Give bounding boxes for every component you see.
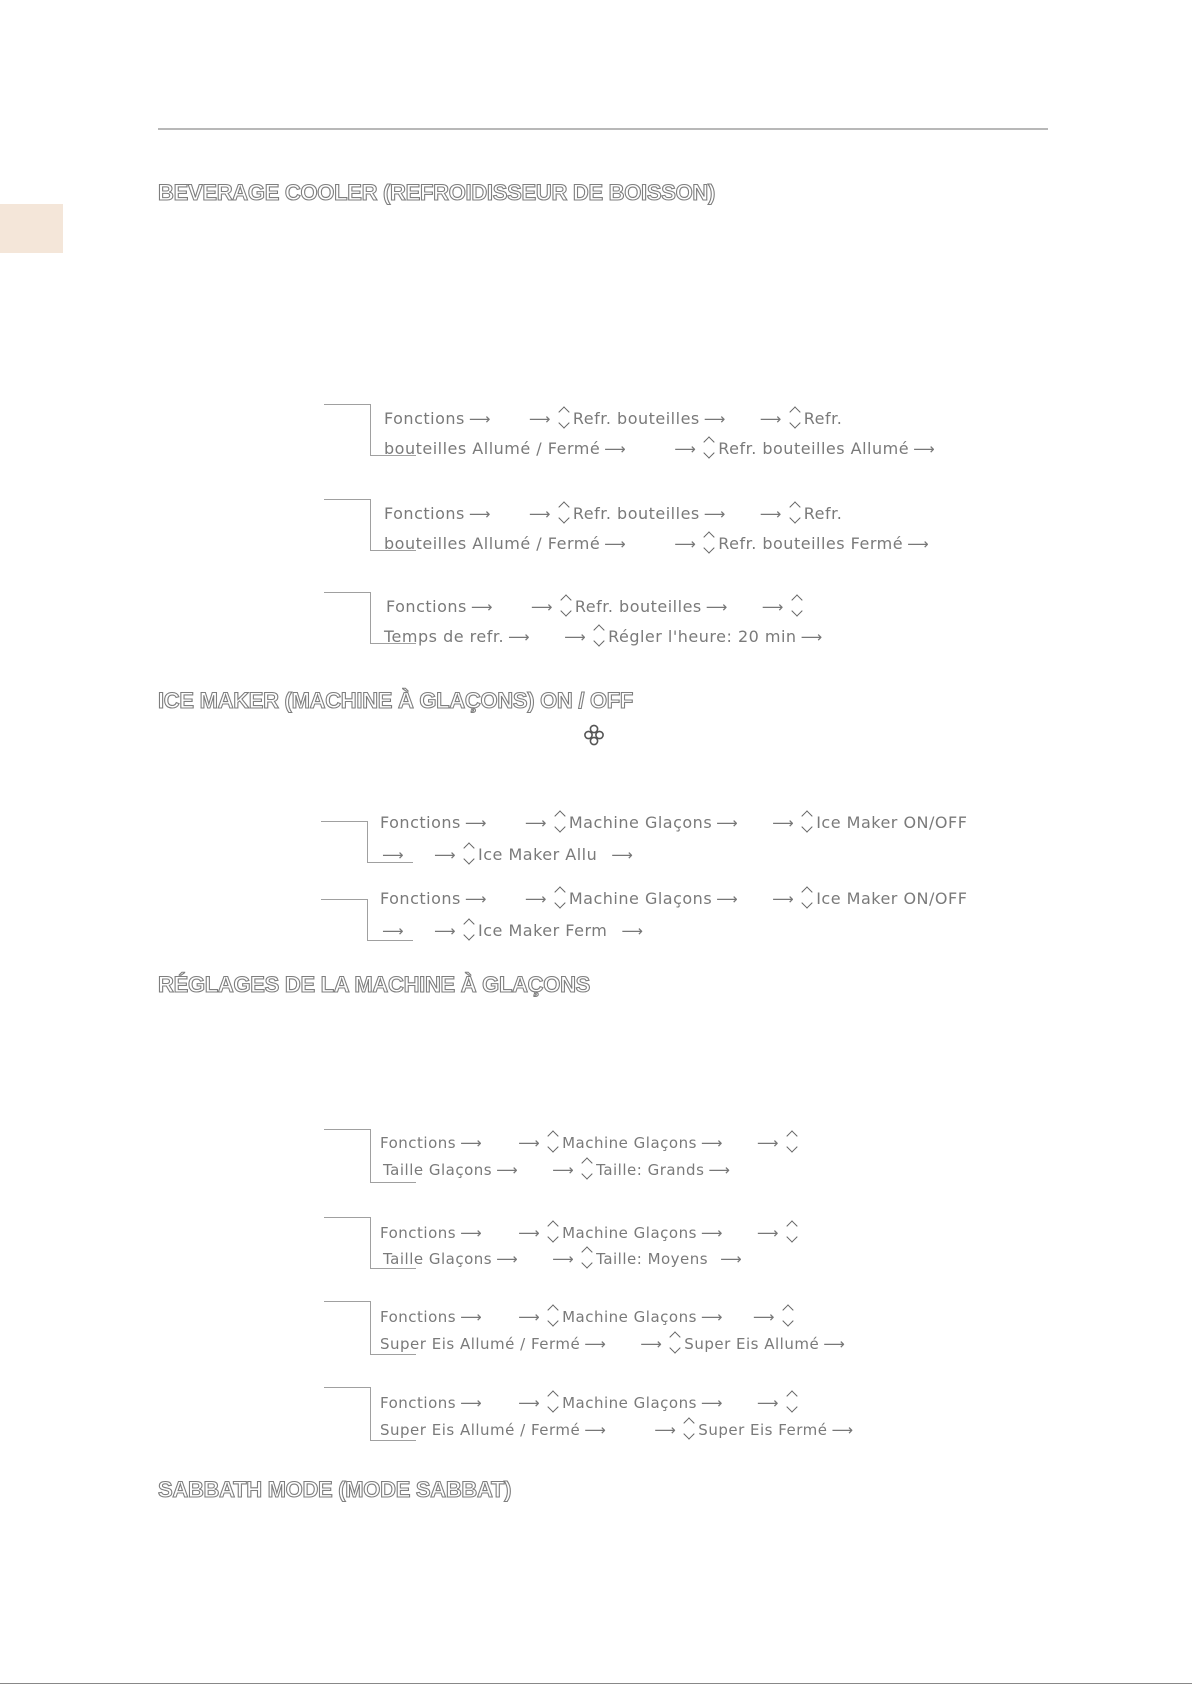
- right-arrow-icon: ⟶: [700, 1394, 723, 1412]
- right-arrow-icon: ⟶: [584, 1335, 607, 1353]
- up-down-chevron-icon: [558, 404, 570, 432]
- step-text: Fonctions: [380, 813, 461, 832]
- right-arrow-icon: ⟶: [468, 505, 491, 523]
- right-arrow-icon: ⟶: [564, 628, 587, 646]
- right-arrow-icon: ⟶: [756, 1134, 779, 1152]
- right-arrow-icon: ⟶: [700, 1134, 723, 1152]
- up-down-chevron-icon: [801, 808, 813, 836]
- up-down-chevron-icon: [786, 1218, 798, 1246]
- right-arrow-icon: ⟶: [772, 814, 795, 832]
- right-arrow-icon: ⟶: [720, 1250, 743, 1268]
- step-text: Ice Maker ON/OFF: [816, 889, 968, 908]
- right-arrow-icon: ⟶: [756, 1224, 779, 1242]
- right-arrow-icon: ⟶: [584, 1421, 607, 1439]
- right-arrow-icon: ⟶: [460, 1134, 483, 1152]
- right-arrow-icon: ⟶: [434, 846, 457, 864]
- step-text: Machine Glaçons: [562, 1134, 697, 1152]
- step-text: bouteilles Allumé / Fermé: [384, 534, 601, 553]
- right-arrow-icon: ⟶: [654, 1421, 677, 1439]
- up-down-chevron-icon: [547, 1302, 559, 1330]
- step-line: [384, 529, 933, 557]
- right-arrow-icon: ⟶: [621, 922, 644, 940]
- step-text: Super Eis Allumé / Fermé: [380, 1335, 581, 1353]
- step-line: [384, 499, 842, 527]
- right-arrow-icon: ⟶: [752, 1308, 775, 1326]
- right-arrow-icon: ⟶: [460, 1308, 483, 1326]
- step-text: Taille: Moyens: [596, 1250, 709, 1268]
- right-arrow-icon: ⟶: [382, 922, 405, 940]
- right-arrow-icon: ⟶: [640, 1335, 663, 1353]
- right-arrow-icon: ⟶: [518, 1308, 541, 1326]
- step-text: Machine Glaçons: [562, 1394, 697, 1412]
- up-down-chevron-icon: [581, 1244, 593, 1272]
- right-arrow-icon: ⟶: [761, 598, 784, 616]
- up-down-chevron-icon: [703, 529, 715, 557]
- step-text: bouteilles Allumé / Fermé: [384, 439, 601, 458]
- right-arrow-icon: ⟶: [703, 505, 726, 523]
- ice-cubes-icon: [583, 724, 605, 746]
- step-text: Fonctions: [380, 1394, 457, 1412]
- step-line: [383, 1155, 734, 1183]
- heading-reglages-machine-glacons: RÉGLAGES DE LA MACHINE À GLAÇONS: [158, 972, 591, 997]
- right-arrow-icon: ⟶: [831, 1421, 854, 1439]
- step-line: [378, 916, 647, 944]
- up-down-chevron-icon: [683, 1415, 695, 1443]
- right-arrow-icon: ⟶: [703, 410, 726, 428]
- right-arrow-icon: ⟶: [907, 535, 930, 553]
- right-arrow-icon: ⟶: [496, 1161, 519, 1179]
- right-arrow-icon: ⟶: [604, 440, 627, 458]
- step-text: Taille Glaçons: [383, 1250, 493, 1268]
- step-text: Régler l'heure: 20 min: [608, 627, 797, 646]
- up-down-chevron-icon: [547, 1218, 559, 1246]
- step-line: [384, 434, 939, 462]
- right-arrow-icon: ⟶: [705, 598, 728, 616]
- right-arrow-icon: ⟶: [674, 440, 697, 458]
- right-arrow-icon: ⟶: [518, 1134, 541, 1152]
- right-arrow-icon: ⟶: [759, 410, 782, 428]
- up-down-chevron-icon: [547, 1388, 559, 1416]
- right-arrow-icon: ⟶: [518, 1394, 541, 1412]
- step-text: Machine Glaçons: [568, 889, 713, 908]
- step-line: [380, 1218, 801, 1246]
- step-text: Ice Maker ON/OFF: [816, 813, 968, 832]
- step-text: Ice Maker Ferm: [478, 921, 608, 940]
- heading-sabbath-mode: SABBATH MODE (MODE SABBAT): [158, 1477, 512, 1502]
- up-down-chevron-icon: [560, 592, 572, 620]
- right-arrow-icon: ⟶: [716, 890, 739, 908]
- right-arrow-icon: ⟶: [508, 628, 531, 646]
- step-text: Fonctions: [386, 597, 467, 616]
- step-text: Fonctions: [380, 1308, 457, 1326]
- right-arrow-icon: ⟶: [823, 1335, 846, 1353]
- step-text: Super Eis Allumé: [684, 1335, 820, 1353]
- step-line: [380, 1302, 797, 1330]
- step-text: Refr. bouteilles: [572, 504, 700, 523]
- right-arrow-icon: ⟶: [528, 410, 551, 428]
- up-down-chevron-icon: [581, 1155, 593, 1183]
- bottom-divider: [0, 1683, 1192, 1684]
- step-text: Super Eis Allumé / Fermé: [380, 1421, 581, 1439]
- up-down-chevron-icon: [801, 884, 813, 912]
- step-text: Refr. bouteilles Allumé: [718, 439, 910, 458]
- step-text: Refr.: [803, 504, 843, 523]
- step-line: [383, 1244, 746, 1272]
- step-line: [386, 592, 806, 620]
- step-text: Refr.: [803, 409, 843, 428]
- up-down-chevron-icon: [463, 916, 475, 944]
- right-arrow-icon: ⟶: [800, 628, 823, 646]
- step-line: [380, 1388, 801, 1416]
- up-down-chevron-icon: [791, 592, 803, 620]
- right-arrow-icon: ⟶: [464, 890, 487, 908]
- step-text: Fonctions: [380, 1224, 457, 1242]
- step-line: [378, 840, 637, 868]
- up-down-chevron-icon: [782, 1302, 794, 1330]
- step-text: Fonctions: [384, 409, 465, 428]
- right-arrow-icon: ⟶: [716, 814, 739, 832]
- right-arrow-icon: ⟶: [700, 1224, 723, 1242]
- up-down-chevron-icon: [669, 1329, 681, 1357]
- step-text: Machine Glaçons: [562, 1224, 697, 1242]
- up-down-chevron-icon: [789, 404, 801, 432]
- right-arrow-icon: ⟶: [518, 1224, 541, 1242]
- right-arrow-icon: ⟶: [708, 1161, 731, 1179]
- right-arrow-icon: ⟶: [528, 505, 551, 523]
- up-down-chevron-icon: [786, 1388, 798, 1416]
- step-text: Machine Glaçons: [562, 1308, 697, 1326]
- step-line: [380, 808, 967, 836]
- up-down-chevron-icon: [547, 1128, 559, 1156]
- right-arrow-icon: ⟶: [470, 598, 493, 616]
- up-down-chevron-icon: [786, 1128, 798, 1156]
- up-down-chevron-icon: [593, 622, 605, 650]
- right-arrow-icon: ⟶: [674, 535, 697, 553]
- step-line: [380, 884, 967, 912]
- right-arrow-icon: ⟶: [604, 535, 627, 553]
- step-text: Machine Glaçons: [568, 813, 713, 832]
- step-text: Refr. bouteilles Fermé: [718, 534, 904, 553]
- right-arrow-icon: ⟶: [460, 1224, 483, 1242]
- heading-beverage-cooler: BEVERAGE COOLER (REFROIDISSEUR DE BOISSON): [158, 180, 716, 205]
- step-line: [380, 1329, 849, 1357]
- step-text: Taille Glaçons: [383, 1161, 493, 1179]
- step-text: Temps de refr.: [384, 627, 505, 646]
- up-down-chevron-icon: [558, 499, 570, 527]
- right-arrow-icon: ⟶: [496, 1250, 519, 1268]
- up-down-chevron-icon: [789, 499, 801, 527]
- right-arrow-icon: ⟶: [552, 1161, 575, 1179]
- step-text: Refr. bouteilles: [572, 409, 700, 428]
- step-text: Fonctions: [384, 504, 465, 523]
- right-arrow-icon: ⟶: [700, 1308, 723, 1326]
- up-down-chevron-icon: [703, 434, 715, 462]
- heading-ice-maker-on-off: ICE MAKER (MACHINE À GLAÇONS) ON / OFF: [158, 688, 634, 713]
- step-line: [380, 1128, 801, 1156]
- step-line: [384, 404, 842, 432]
- right-arrow-icon: ⟶: [756, 1394, 779, 1412]
- right-arrow-icon: ⟶: [759, 505, 782, 523]
- step-text: Taille: Grands: [596, 1161, 705, 1179]
- right-arrow-icon: ⟶: [552, 1250, 575, 1268]
- right-arrow-icon: ⟶: [468, 410, 491, 428]
- step-text: Fonctions: [380, 1134, 457, 1152]
- side-tab: [0, 204, 63, 253]
- top-divider: [158, 128, 1048, 130]
- right-arrow-icon: ⟶: [530, 598, 553, 616]
- up-down-chevron-icon: [554, 808, 566, 836]
- up-down-chevron-icon: [463, 840, 475, 868]
- right-arrow-icon: ⟶: [464, 814, 487, 832]
- step-line: [380, 1415, 858, 1443]
- step-text: Super Eis Fermé: [698, 1421, 828, 1439]
- step-text: Fonctions: [380, 889, 461, 908]
- step-text: Ice Maker Allu: [478, 845, 598, 864]
- right-arrow-icon: ⟶: [382, 846, 405, 864]
- right-arrow-icon: ⟶: [611, 846, 634, 864]
- right-arrow-icon: ⟶: [524, 890, 547, 908]
- right-arrow-icon: ⟶: [913, 440, 936, 458]
- step-line: [384, 622, 827, 650]
- right-arrow-icon: ⟶: [434, 922, 457, 940]
- right-arrow-icon: ⟶: [772, 890, 795, 908]
- right-arrow-icon: ⟶: [460, 1394, 483, 1412]
- step-text: Refr. bouteilles: [574, 597, 702, 616]
- right-arrow-icon: ⟶: [524, 814, 547, 832]
- up-down-chevron-icon: [554, 884, 566, 912]
